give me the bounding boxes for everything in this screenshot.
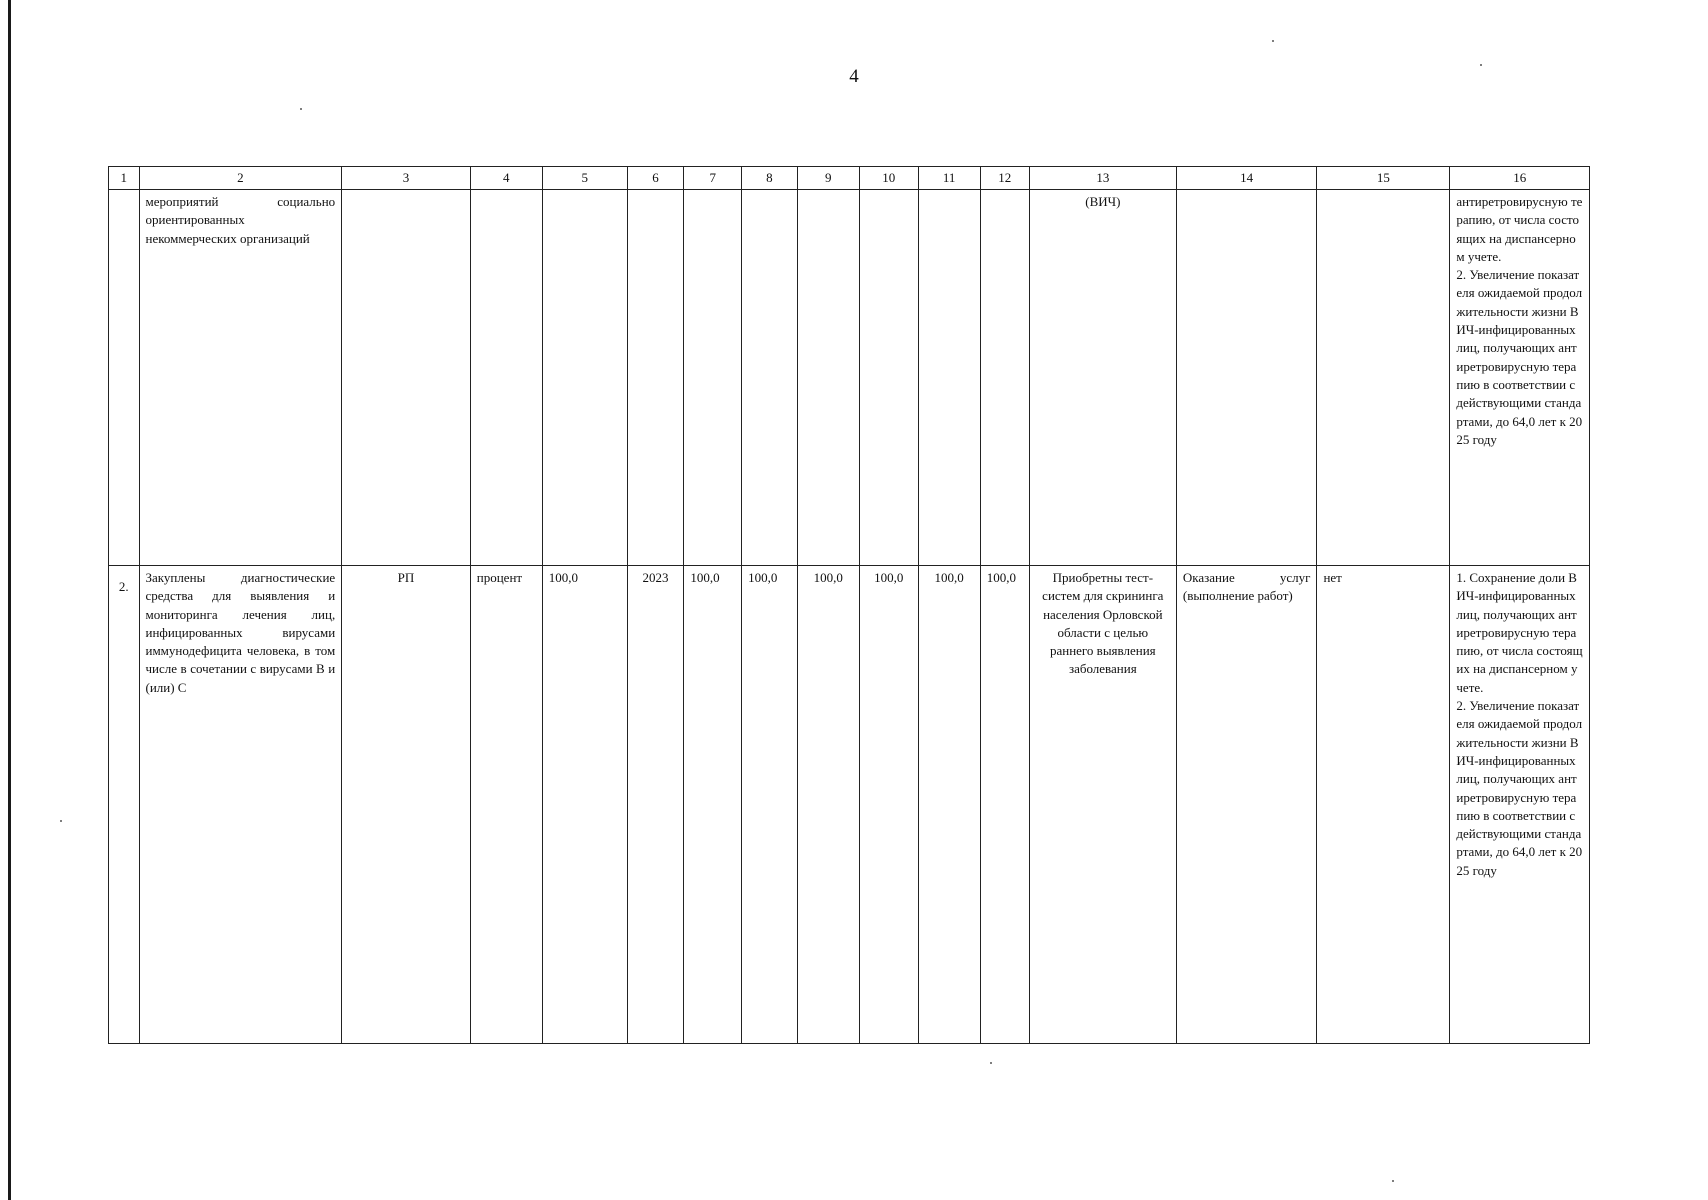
header-cell: 11 [918, 167, 980, 190]
header-cell: 1 [109, 167, 140, 190]
result-cell: антиретровирусную терапию, от числа состоящих на диспансерном учете. 2. Увеличение показателя ожидаемой продолжительности жизни ВИЧ-инфицированных лиц, получающих антиретровирусную терапию в соответствии с действующими стандартами, до 64,0 лет к 2025 году [1450, 190, 1590, 566]
scan-speck [1272, 40, 1274, 42]
header-cell: 7 [684, 167, 742, 190]
scan-speck [1392, 1180, 1394, 1182]
header-cell: 3 [342, 167, 471, 190]
table-row [109, 566, 1590, 1044]
header-cell: 4 [470, 167, 542, 190]
result-cell: 1. Сохранение доли ВИЧ-инфицированных лиц, получающих антиретровирусную терапию, от числа состоящих на диспансерном учете. 2. Увеличение показателя ожидаемой продолжительности жизни ВИЧ-инфицированных лиц, получающих антиретровирусную терапию в соответствии с действующими стандартами, до 64,0 лет к 2025 году [1450, 566, 1590, 1044]
column-number-row [109, 167, 1590, 190]
header-cell: 14 [1176, 167, 1317, 190]
value-cell: 100,0 [980, 566, 1029, 1044]
header-cell: 6 [627, 167, 684, 190]
scan-speck [990, 1062, 992, 1064]
table-cell [1176, 190, 1317, 566]
header-cell: 12 [980, 167, 1029, 190]
table-cell [918, 190, 980, 566]
year-cell: 2023 [627, 566, 684, 1044]
header-cell: 5 [542, 167, 627, 190]
value-cell: 100,0 [797, 566, 859, 1044]
scan-speck [300, 108, 302, 110]
scan-speck [60, 820, 62, 822]
measure-name-cell: Закуплены диагностические средства для выявления и мониторинга лечения лиц, инфицированных вирусами иммунодефицита человека, в том числе в сочетании с вирусами В и (или) С [139, 566, 342, 1044]
table-row [109, 190, 1590, 566]
table-cell [684, 190, 742, 566]
table-cell [342, 190, 471, 566]
unit-cell: процент [470, 566, 542, 1044]
table-cell [542, 190, 627, 566]
responsible-cell: РП [342, 566, 471, 1044]
table-cell [742, 190, 798, 566]
scan-speck [1480, 64, 1482, 66]
header-cell: 8 [742, 167, 798, 190]
measures-table [108, 166, 1590, 1044]
table-cell [627, 190, 684, 566]
value-cell: 100,0 [918, 566, 980, 1044]
header-cell: 9 [797, 167, 859, 190]
header-cell: 10 [859, 167, 918, 190]
header-cell: 15 [1317, 167, 1450, 190]
header-cell: 16 [1450, 167, 1590, 190]
table-cell [1317, 190, 1450, 566]
table-cell [470, 190, 542, 566]
page-number: 4 [849, 66, 859, 87]
table-cell [859, 190, 918, 566]
value-cell: 100,0 [742, 566, 798, 1044]
flag-cell: нет [1317, 566, 1450, 1044]
description-cell: Приобретны тест-систем для скрининга населения Орловской области с целью раннего выявления заболевания [1029, 566, 1176, 1044]
description-cell: (ВИЧ) [1029, 190, 1176, 566]
header-cell: 13 [1029, 167, 1176, 190]
table-cell [797, 190, 859, 566]
row-number-cell: 2. [109, 566, 140, 1044]
type-cell: Оказание услуг (выполнение работ) [1176, 566, 1317, 1044]
row-number-cell [109, 190, 140, 566]
header-cell: 2 [139, 167, 342, 190]
scan-edge-line [8, 0, 11, 1200]
value-cell: 100,0 [542, 566, 627, 1044]
value-cell: 100,0 [684, 566, 742, 1044]
measure-name-cell: мероприятий социально ориентированных некоммерческих организаций [139, 190, 342, 566]
value-cell: 100,0 [859, 566, 918, 1044]
table-cell [980, 190, 1029, 566]
